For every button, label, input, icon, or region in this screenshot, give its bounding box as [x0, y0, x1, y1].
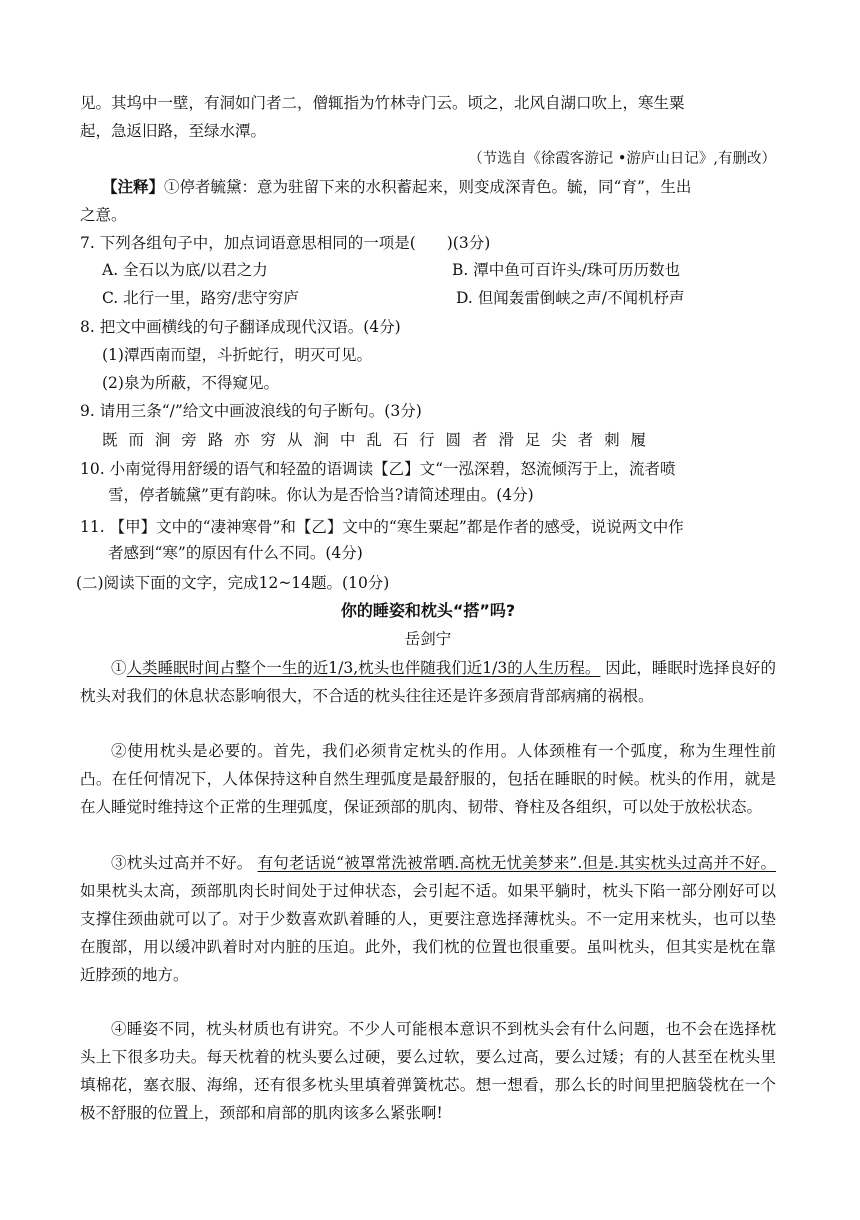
question-9-sentence: 既 而 涧 旁 路 亦 穷 从 涧 中 乱 石 行 圆 者 滑 足 尖 者 刺 履 — [102, 431, 650, 449]
question-10-line: 10. 小南觉得用舒缓的语气和轻盈的语调读【乙】文“一泓深碧，怒流倾泻于上，流者喷 — [80, 460, 676, 478]
annotation-label: 【注释】 — [102, 178, 165, 196]
section-2-heading: (二)阅读下面的文字，完成12~14题。(10分) — [76, 574, 390, 592]
question-8-stem: 8. 把文中画横线的句子翻译成现代汉语。(4分) — [80, 318, 401, 336]
paragraph-text: 因此，睡眠时选择良好的枕头对我们的休息状态影响很大，不合适的枕头往往还是许多颈肩背部病痛的祸根。 — [80, 659, 776, 705]
article-paragraph-3 — [80, 849, 776, 989]
article-paragraph-1 — [80, 654, 776, 710]
question-10-line: 雪，停者毓黛”更有韵味。你认为是否恰当?请简述理由。(4分) — [108, 486, 534, 504]
article-title: 你的睡姿和枕头“搭”吗? — [340, 601, 516, 620]
question-7-option-d: D. 但闻轰雷倒峡之声/不闻机杼声 — [456, 289, 685, 307]
paragraph-number: ① — [111, 659, 127, 677]
question-9-stem: 9. 请用三条“/”给文中画波浪线的句子断句。(3分) — [80, 402, 422, 420]
article-paragraph-4: ④睡姿不同，枕头材质也有讲究。不少人可能根本意识不到枕头会有什么问题，也不会在选择枕头上下很多功夫。每天枕着的枕头要么过硬，要么过软，要么过高，要么过矮；有的人甚至在枕头里填棉花，塞衣服、海绵，还有很多枕头里填着弹簧枕芯。想一想看，那么长的时间里把脑袋枕在一个极不舒服的位置上，颈部和肩部的肌肉该多么紧张啊! — [80, 1020, 776, 1122]
paragraph-lead: ③枕头过高并不好。 — [111, 854, 258, 872]
passage-line: 起，急返旧路，至绿水潭。 — [80, 122, 267, 140]
annotation-text-cont: 之意。 — [80, 206, 127, 224]
paragraph-text: 如果枕头太高，颈部肌肉长时间处于过伸状态，会引起不适。如果平躺时，枕头下陷一部分刚好可以支撑住颈曲就可以了。对于少数喜欢趴着睡的人，更要注意选择薄枕头。不一定用来枕头，也可以垫在腹部，用以缓冲趴着时对内脏的压迫。此外，我们枕的位置也很重要。虽叫枕头，但其实是枕在靠近脖颈的地方。 — [80, 882, 776, 984]
question-7-option-b: B. 潭中鱼可百许头/珠可历历数也 — [452, 261, 680, 279]
question-7-option-c: C. 北行一里，路穷/悲守穷庐 — [102, 289, 299, 307]
passage-line: 见。其坞中一壁，有洞如门者二，僧辄指为竹林寺门云。顷之，北风自湖口吹上，寒生粟 — [80, 94, 685, 112]
question-7-stem: 7. 下列各组句子中，加点词语意思相同的一项是( )(3分) — [80, 234, 491, 252]
annotation — [102, 176, 776, 198]
question-7-option-a: A. 全石以为底/以君之力 — [102, 261, 268, 279]
annotation-text: ①停者毓黛：意为驻留下来的水积蓄起来，则变成深青色。毓，同“育”，生出 — [164, 178, 692, 196]
question-8-sentence-2: (2)泉为所蔽，不得窥见。 — [102, 374, 279, 392]
article-author: 岳剑宁 — [404, 630, 452, 648]
question-11-line: 者感到“寒”的原因有什么不同。(4分) — [108, 544, 363, 562]
underlined-sentence: 有句老话说“被罩常洗被常晒.高枕无忧美梦来”.但是.其实枕头过高并不好。 — [257, 854, 776, 872]
passage-source: （节选自《徐霞客游记 •游庐山日记》,有删改） — [468, 151, 776, 167]
article-paragraph-2: ②使用枕头是必要的。首先，我们必须肯定枕头的作用。人体颈椎有一个弧度，称为生理性前凸。在任何情况下，人体保持这种自然生理弧度是最舒服的，包括在睡眠的时候。枕头的作用，就是在人睡觉时维持这个正常的生理弧度，保证颈部的肌肉、韧带、脊柱及各组织，可以处于放松状态。 — [80, 742, 776, 816]
question-8-sentence-1: (1)潭西南而望，斗折蛇行，明灭可见。 — [102, 346, 372, 364]
question-11-line: 11. 【甲】文中的“凄神寒骨”和【乙】文中的“寒生粟起”都是作者的感受，说说两文中作 — [80, 518, 684, 536]
underlined-sentence: 人类睡眠时间占整个一生的近1/3,枕头也伴随我们近1/3的人生历程。 — [126, 659, 601, 677]
